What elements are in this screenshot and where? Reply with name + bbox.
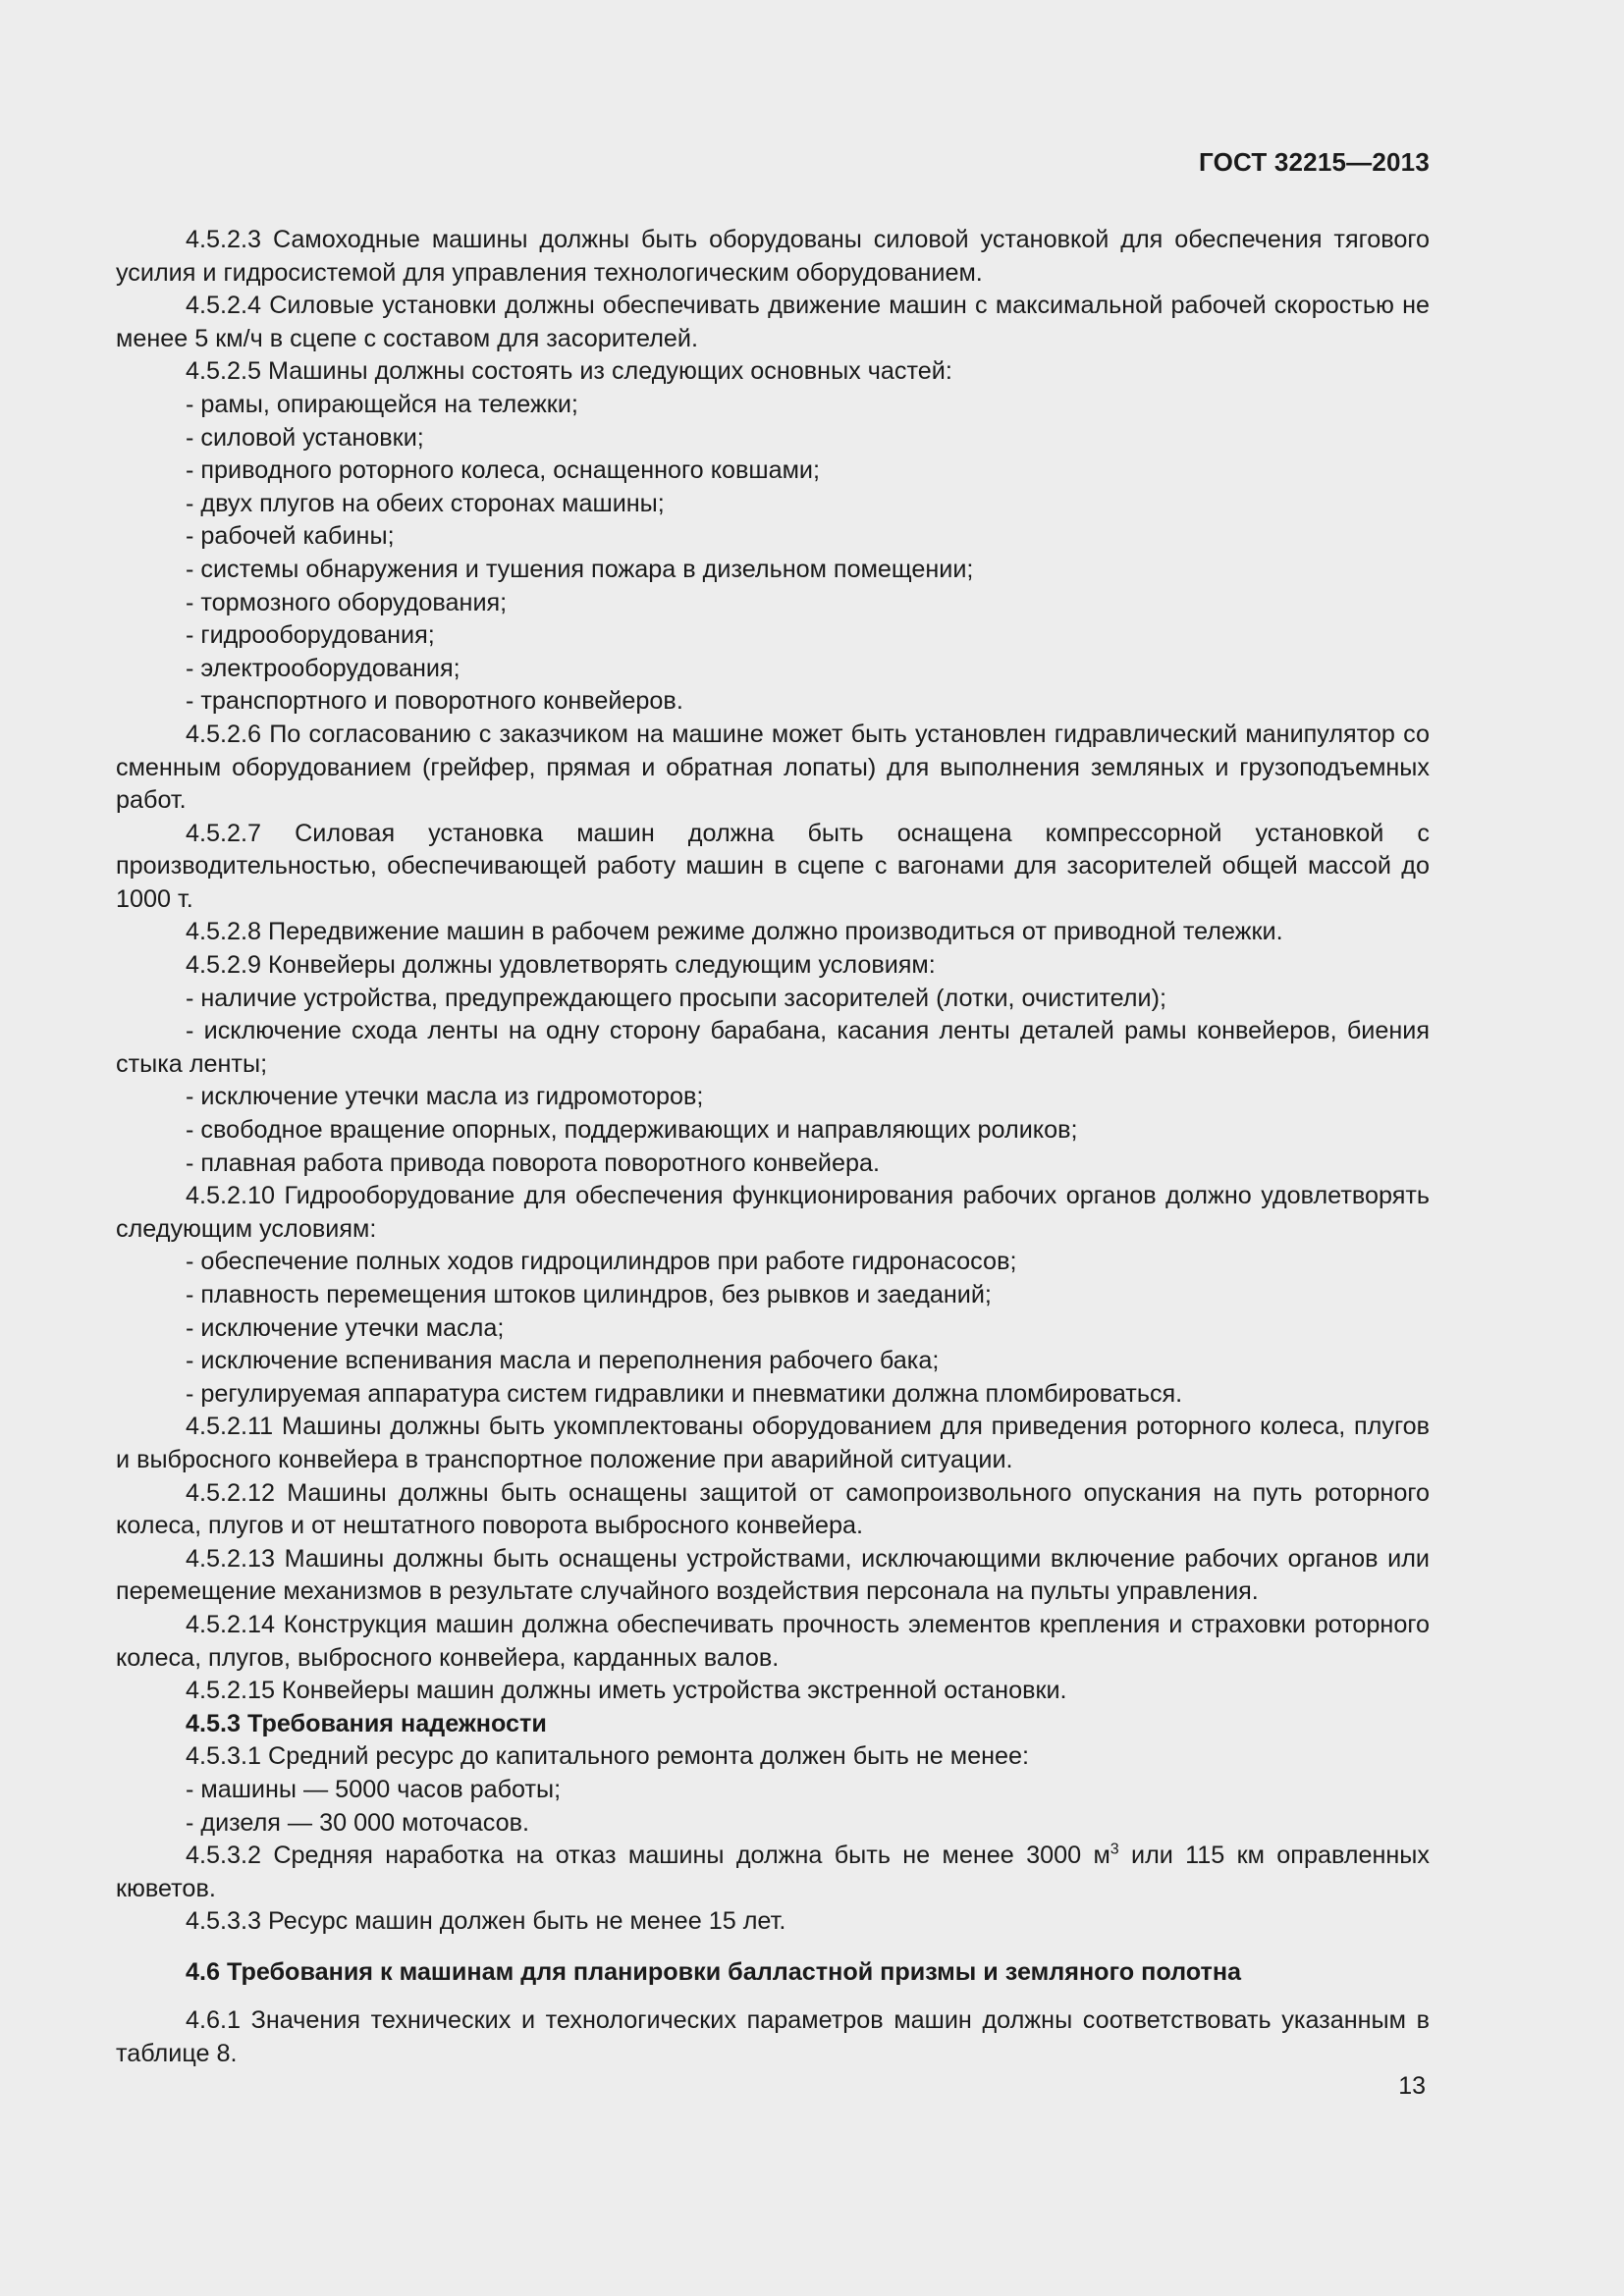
paragraph-text: - плавность перемещения штоков цилиндров, без рывков и заеданий; [186, 1281, 992, 1308]
document-body [116, 224, 1430, 2071]
paragraph [116, 916, 1430, 949]
paragraph [116, 587, 1430, 620]
paragraph-text: - приводного роторного колеса, оснащенного ковшами; [186, 456, 820, 485]
paragraph [116, 2004, 1430, 2070]
paragraph [116, 554, 1430, 587]
paragraph-text: 4.5.2.15 Конвейеры машин должны иметь устройства экстренной остановки. [186, 1677, 1067, 1705]
paragraph [116, 685, 1430, 719]
paragraph-text: 4.5.2.11 Машины должны быть укомплектованы оборудованием для приведения роторного колеса, плугов и выбросного конвейера в транспортное положение при аварийной ситуации. [116, 1413, 1430, 1473]
paragraph [116, 290, 1430, 355]
paragraph-text: - тормозного оборудования; [186, 588, 508, 616]
paragraph-text: 4.6.1 Значения технических и технологических параметров машин должны соответствовать указанным в таблице 8. [116, 2006, 1430, 2068]
paragraph [116, 1246, 1430, 1279]
paragraph [116, 1180, 1430, 1246]
paragraph [116, 1081, 1430, 1114]
paragraph-text: 4.5.3.2 Средняя наработка на отказ машины должна быть не менее 3000 м [186, 1842, 1110, 1870]
paragraph [116, 1807, 1430, 1841]
section-heading [116, 1708, 1430, 1741]
paragraph [116, 488, 1430, 521]
paragraph [116, 653, 1430, 686]
paragraph-text: - электрооборудования; [186, 654, 460, 682]
superscript: 3 [1110, 1841, 1119, 1858]
paragraph-text: 4.5.2.6 По согласованию с заказчиком на машине может быть установлен гидравлический манипулятор со сменным оборудованием (грейфер, прямая и обратная лопаты) для выполнения земляных и грузоподъемных работ. [116, 720, 1430, 815]
paragraph-text: 4.5.2.12 Машины должны быть оснащены защитой от самопроизвольного опускания на путь роторного колеса, плугов и от нештатного поворота выбросного конвейера. [116, 1478, 1430, 1540]
paragraph-text: - силовой установки; [186, 423, 424, 452]
paragraph-text: - обеспечение полных ходов гидроцилиндров при работе гидронасосов; [186, 1248, 1017, 1276]
paragraph-text: - наличие устройства, предупреждающего просыпи засорителей (лотки, очистители); [186, 984, 1166, 1012]
paragraph [116, 1345, 1430, 1378]
paragraph [116, 1015, 1430, 1081]
paragraph-text: 4.5.2.8 Передвижение машин в рабочем режиме должно производиться от приводной тележки. [186, 918, 1283, 946]
paragraph [116, 389, 1430, 422]
paragraph-text: 4.5.3.3 Ресурс машин должен быть не менее 15 лет. [186, 1907, 786, 1936]
paragraph-text: - гидрооборудования; [186, 621, 435, 650]
paragraph-text: 4.5.2.3 Самоходные машины должны быть оборудованы силовой установкой для обеспечения тягового усилия и гидросистемой для управления технологическим оборудованием. [116, 226, 1430, 287]
paragraph [116, 949, 1430, 983]
paragraph [116, 1905, 1430, 1939]
paragraph [116, 1114, 1430, 1148]
paragraph [116, 983, 1430, 1016]
paragraph [116, 1312, 1430, 1346]
paragraph-text: - плавная работа привода поворота поворотного конвейера. [186, 1148, 880, 1177]
paragraph-text: - исключение утечки масла из гидромоторов; [186, 1083, 704, 1111]
paragraph [116, 1279, 1430, 1312]
paragraph-text: - транспортного и поворотного конвейеров. [186, 687, 683, 716]
paragraph-text: - исключение вспенивания масла и переполнения рабочего бака; [186, 1347, 940, 1375]
paragraph [116, 1378, 1430, 1412]
paragraph-text: 4.6 Требования к машинам для планировки балластной призмы и земляного полотна [186, 1957, 1242, 1986]
paragraph-text: - системы обнаружения и тушения пожара в дизельном помещении; [186, 555, 974, 583]
paragraph [116, 818, 1430, 917]
document-header-code: ГОСТ 32215—2013 [1199, 147, 1430, 177]
paragraph-text: - рамы, опирающейся на тележки; [186, 390, 578, 418]
paragraph-text: 4.5.2.9 Конвейеры должны удовлетворять следующим условиям: [186, 951, 936, 980]
paragraph [116, 1609, 1430, 1675]
paragraph [116, 1148, 1430, 1181]
paragraph-text: 4.5.2.13 Машины должны быть оснащены устройствами, исключающими включение рабочих органов или перемещение механизмов в результате случайного воздействия персонала на пульты управления. [116, 1544, 1430, 1606]
paragraph [116, 1411, 1430, 1476]
page-number: 13 [1398, 2072, 1426, 2100]
paragraph-text: 4.5.2.10 Гидрооборудование для обеспечения функционирования рабочих органов должно удовлетворять следующим условиям: [116, 1182, 1430, 1243]
section-heading [116, 1956, 1430, 1990]
paragraph [116, 619, 1430, 653]
paragraph [116, 520, 1430, 554]
paragraph-text: - свободное вращение опорных, поддерживающих и направляющих роликов; [186, 1116, 1078, 1145]
paragraph-text: - двух плугов на обеих сторонах машины; [186, 489, 665, 517]
paragraph [116, 422, 1430, 455]
paragraph [116, 355, 1430, 389]
paragraph-text: - исключение утечки масла; [186, 1313, 505, 1342]
paragraph-text: 4.5.2.5 Машины должны состоять из следующих основных частей: [186, 357, 952, 386]
paragraph [116, 1774, 1430, 1807]
paragraph-text: - дизеля — 30 000 моточасов. [186, 1808, 530, 1837]
paragraph-text: - машины — 5000 часов работы; [186, 1775, 562, 1803]
paragraph-text: - регулируемая аппаратура систем гидравлики и пневматики должна пломбироваться. [186, 1379, 1183, 1408]
paragraph-text: 4.5.2.4 Силовые установки должны обеспечивать движение машин с максимальной рабочей скоростью не менее 5 км/ч в сцепе с составом для засорителей. [116, 292, 1430, 352]
paragraph-text: - исключение схода ленты на одну сторону барабана, касания ленты деталей рамы конвейеров, биения стыка ленты; [116, 1017, 1430, 1078]
paragraph [116, 1477, 1430, 1543]
paragraph-text: 4.5.3.1 Средний ресурс до капитального ремонта должен быть не менее: [186, 1742, 1030, 1771]
paragraph [116, 1740, 1430, 1774]
paragraph [116, 1543, 1430, 1609]
paragraph [116, 224, 1430, 290]
paragraph [116, 719, 1430, 818]
paragraph [116, 1840, 1430, 1905]
paragraph-text: 4.5.2.14 Конструкция машин должна обеспечивать прочность элементов крепления и страховки роторного колеса, плугов, выбросного конвейера, карданных валов. [116, 1610, 1430, 1672]
paragraph [116, 1675, 1430, 1708]
paragraph-text: - рабочей кабины; [186, 522, 395, 551]
paragraph-text-tail: или 115 км оправленных кюветов. [116, 1842, 1430, 1902]
paragraph-text: 4.5.3 Требования надежности [186, 1709, 547, 1737]
paragraph [116, 454, 1430, 488]
paragraph-text: 4.5.2.7 Силовая установка машин должна быть оснащена компрессорной установкой с производительностью, обеспечивающей работу машин в сцепе с вагонами для засорителей общей массой до 1000 т. [116, 819, 1430, 913]
